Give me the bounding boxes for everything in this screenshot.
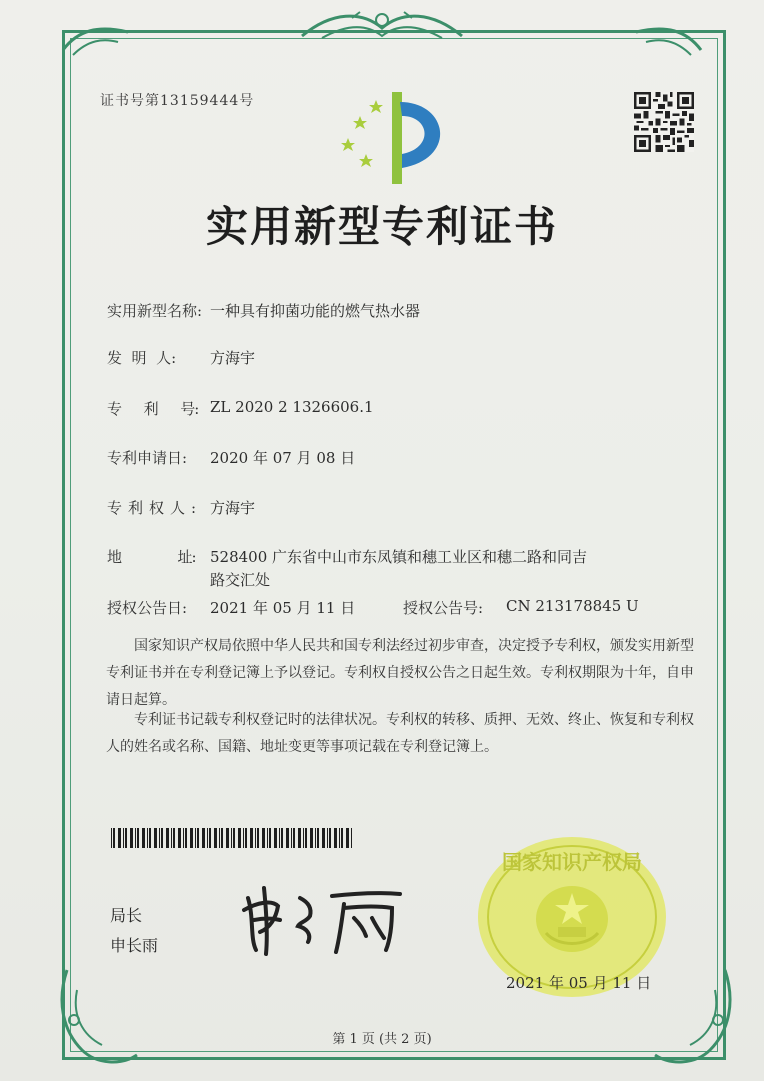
certificate-title: 实用新型专利证书 [205, 202, 558, 251]
corner-ornament-top-right-icon [626, 20, 706, 60]
seal-date: 2021 年 05 月 11 日 [506, 974, 652, 992]
director-signature-icon [230, 878, 420, 958]
field-label-patentee: 专利权人: [107, 499, 203, 517]
corner-ornament-bottom-left-icon [52, 960, 142, 1070]
field-label-patent-number: 专 利 号: [107, 400, 199, 418]
barcode-icon [111, 828, 353, 848]
field-value-inventor: 方海宇 [210, 349, 256, 367]
field-value-patent-number: ZL 2020 2 1326606.1 [210, 398, 374, 416]
field-label-utility-model-name: 实用新型名称: [107, 302, 203, 320]
field-value-application-date: 2020 年 07 月 08 日 [210, 449, 356, 467]
grant-statement-paragraph: 国家知识产权局依照中华人民共和国专利法经过初步审查，决定授予专利权，颁发实用新型专利证书并在专利登记簿上予以登记。专利权自授权公告之日起生效。专利权期限为十年，自申请日起算。 [106, 638, 694, 708]
director-name: 申长雨 [110, 936, 159, 955]
qr-code-icon [634, 92, 694, 152]
field-value-grant-number: CN 213178845 U [506, 597, 639, 615]
director-title: 局长 [110, 906, 143, 925]
field-label-application-date: 专利申请日: [107, 449, 188, 467]
top-ornament-icon [292, 6, 472, 46]
legal-status-paragraph: 专利证书记载专利权登记时的法律状况。专利权的转移、质押、无效、终止、恢复和专利权人的姓名或名称、国籍、地址变更等事项记载在专利登记簿上。 [106, 712, 694, 755]
field-value-patentee: 方海宇 [210, 499, 256, 517]
corner-ornament-top-left-icon [58, 20, 138, 60]
field-value-address-line2: 路交汇处 [210, 571, 271, 589]
page-number: 第 1 页 (共 2 页) [332, 1032, 432, 1047]
field-label-inventor: 发 明 人: [107, 349, 177, 367]
field-value-grant-date: 2021 年 05 月 11 日 [210, 599, 356, 617]
field-value-utility-model-name: 一种具有抑菌功能的燃气热水器 [210, 302, 421, 320]
field-label-grant-number: 授权公告号: [403, 599, 484, 617]
field-label-address: 地 址: [107, 548, 196, 566]
field-value-address-line1: 528400 广东省中山市东凤镇和穗工业区和穗二路和同吉 [210, 548, 588, 566]
patent-office-logo-icon [330, 88, 460, 188]
certificate-number: 证书号第13159444号 [100, 93, 255, 109]
seal-text: 国家知识产权局 [502, 850, 642, 874]
field-label-grant-date: 授权公告日: [107, 599, 188, 617]
